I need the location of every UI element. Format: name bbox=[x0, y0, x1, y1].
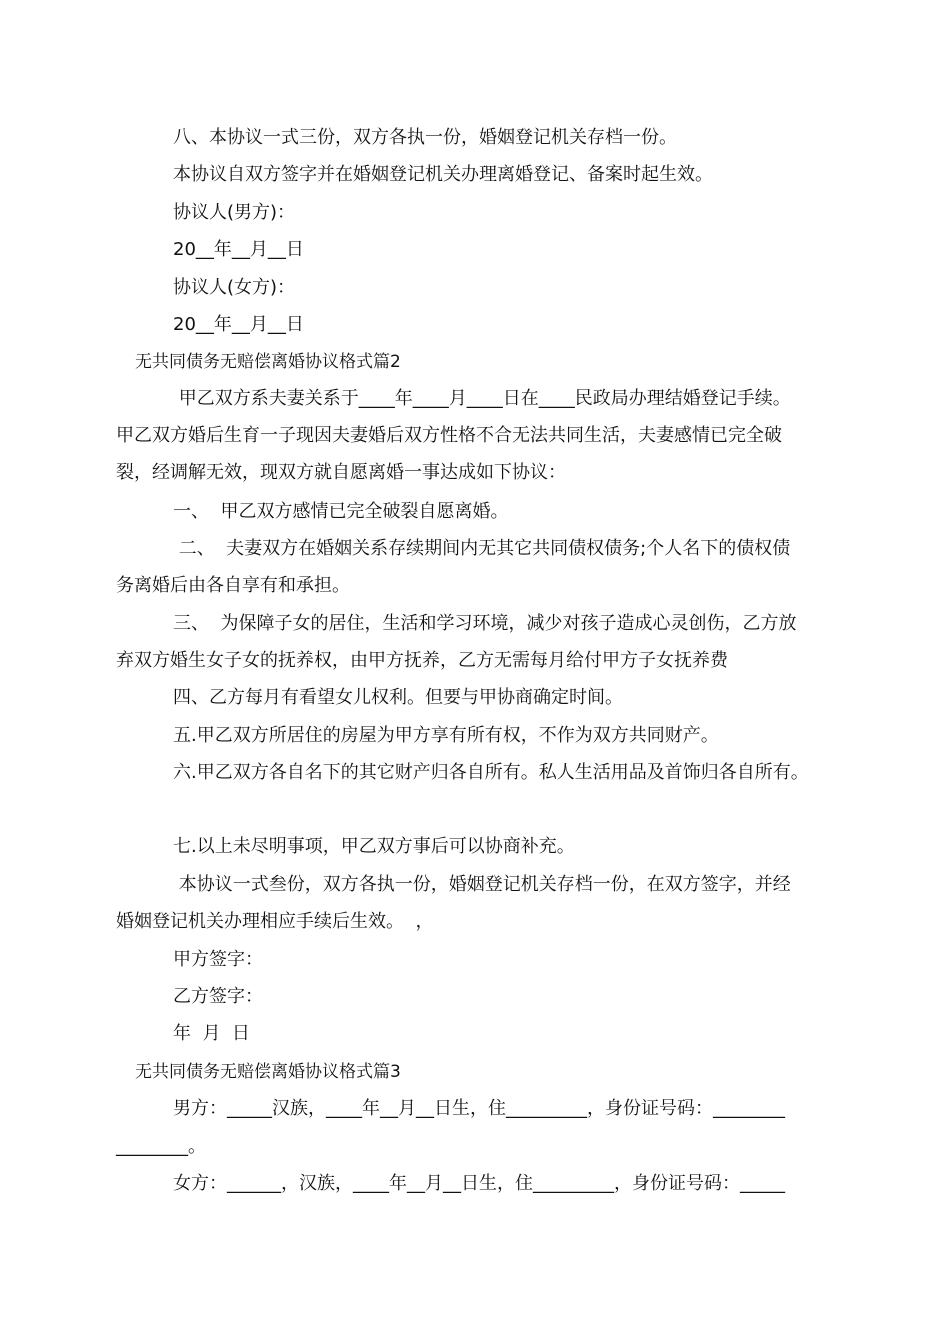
male-party-line-cont: ________。 bbox=[116, 1136, 206, 1157]
party-b-signature: 乙方签字： bbox=[173, 986, 263, 1007]
clause-5: 五.甲乙双方所居住的房屋为甲方享有所有权，不作为双方共同财产。 bbox=[173, 725, 719, 746]
copies-clause-cont: 婚姻登记机关办理相应手续后生效。 ， bbox=[116, 911, 434, 932]
party-a-signature: 甲方签字： bbox=[173, 949, 263, 970]
clause-7: 七.以上未尽明事项，甲乙双方事后可以协商补充。 bbox=[173, 836, 575, 857]
section-heading-3: 无共同债务无赔偿离婚协议格式篇3 bbox=[135, 1062, 401, 1082]
male-party-line: 男方：_____汉族，____年__月__日生，住_________，身份证号码：________ bbox=[173, 1098, 785, 1119]
paragraph-line: 裂，经调解无效，现双方就自愿离婚一事达成如下协议： bbox=[116, 462, 566, 483]
paragraph-line: 甲乙双方婚后生育一子现因夫妻婚后双方性格不合无法共同生活，夫妻感情已完全破 bbox=[116, 425, 782, 446]
clause-6: 六.甲乙双方各自名下的其它财产归各自所有。私人生活用品及首饰归各自所有。 bbox=[173, 762, 809, 783]
clause-2: 二、 夫妻双方在婚姻关系存续期间内无其它共同债权债务;个人名下的债权债 bbox=[173, 538, 791, 559]
effective-clause: 本协议自双方签字并在婚姻登记机关办理离婚登记、备案时起生效。 bbox=[173, 164, 713, 185]
female-party-line: 女方：______，汉族，____年__月__日生，住_________，身份证号码：_____ bbox=[173, 1173, 785, 1194]
section-heading-2: 无共同债务无赔偿离婚协议格式篇2 bbox=[135, 352, 401, 372]
date-line: 年 月 日 bbox=[173, 1023, 250, 1044]
date-line: 20__年__月__日 bbox=[173, 314, 304, 335]
signatory-female-label: 协议人(女方)： bbox=[173, 277, 296, 298]
signatory-male-label: 协议人(男方)： bbox=[173, 202, 296, 223]
clause-2-cont: 务离婚后由各自享有和承担。 bbox=[116, 575, 350, 596]
clause-1: 一、 甲乙双方感情已完全破裂自愿离婚。 bbox=[173, 501, 509, 522]
clause-4: 四、乙方每月有看望女儿权利。但要与甲协商确定时间。 bbox=[173, 687, 623, 708]
paragraph-line: 甲乙双方系夫妻关系于____年____月____日在____民政局办理结婚登记手续。 bbox=[173, 388, 791, 409]
copies-clause: 本协议一式叁份，双方各执一份，婚姻登记机关存档一份，在双方签字，并经 bbox=[173, 874, 791, 895]
clause-8: 八、本协议一式三份，双方各执一份，婚姻登记机关存档一份。 bbox=[173, 127, 677, 148]
date-line: 20__年__月__日 bbox=[173, 239, 304, 260]
clause-3-cont: 弃双方婚生女子女的抚养权，由甲方抚养，乙方无需每月给付甲方子女抚养费 bbox=[116, 650, 728, 671]
clause-3: 三、 为保障子女的居住，生活和学习环境，减少对孩子造成心灵创伤，乙方放 bbox=[173, 613, 797, 634]
